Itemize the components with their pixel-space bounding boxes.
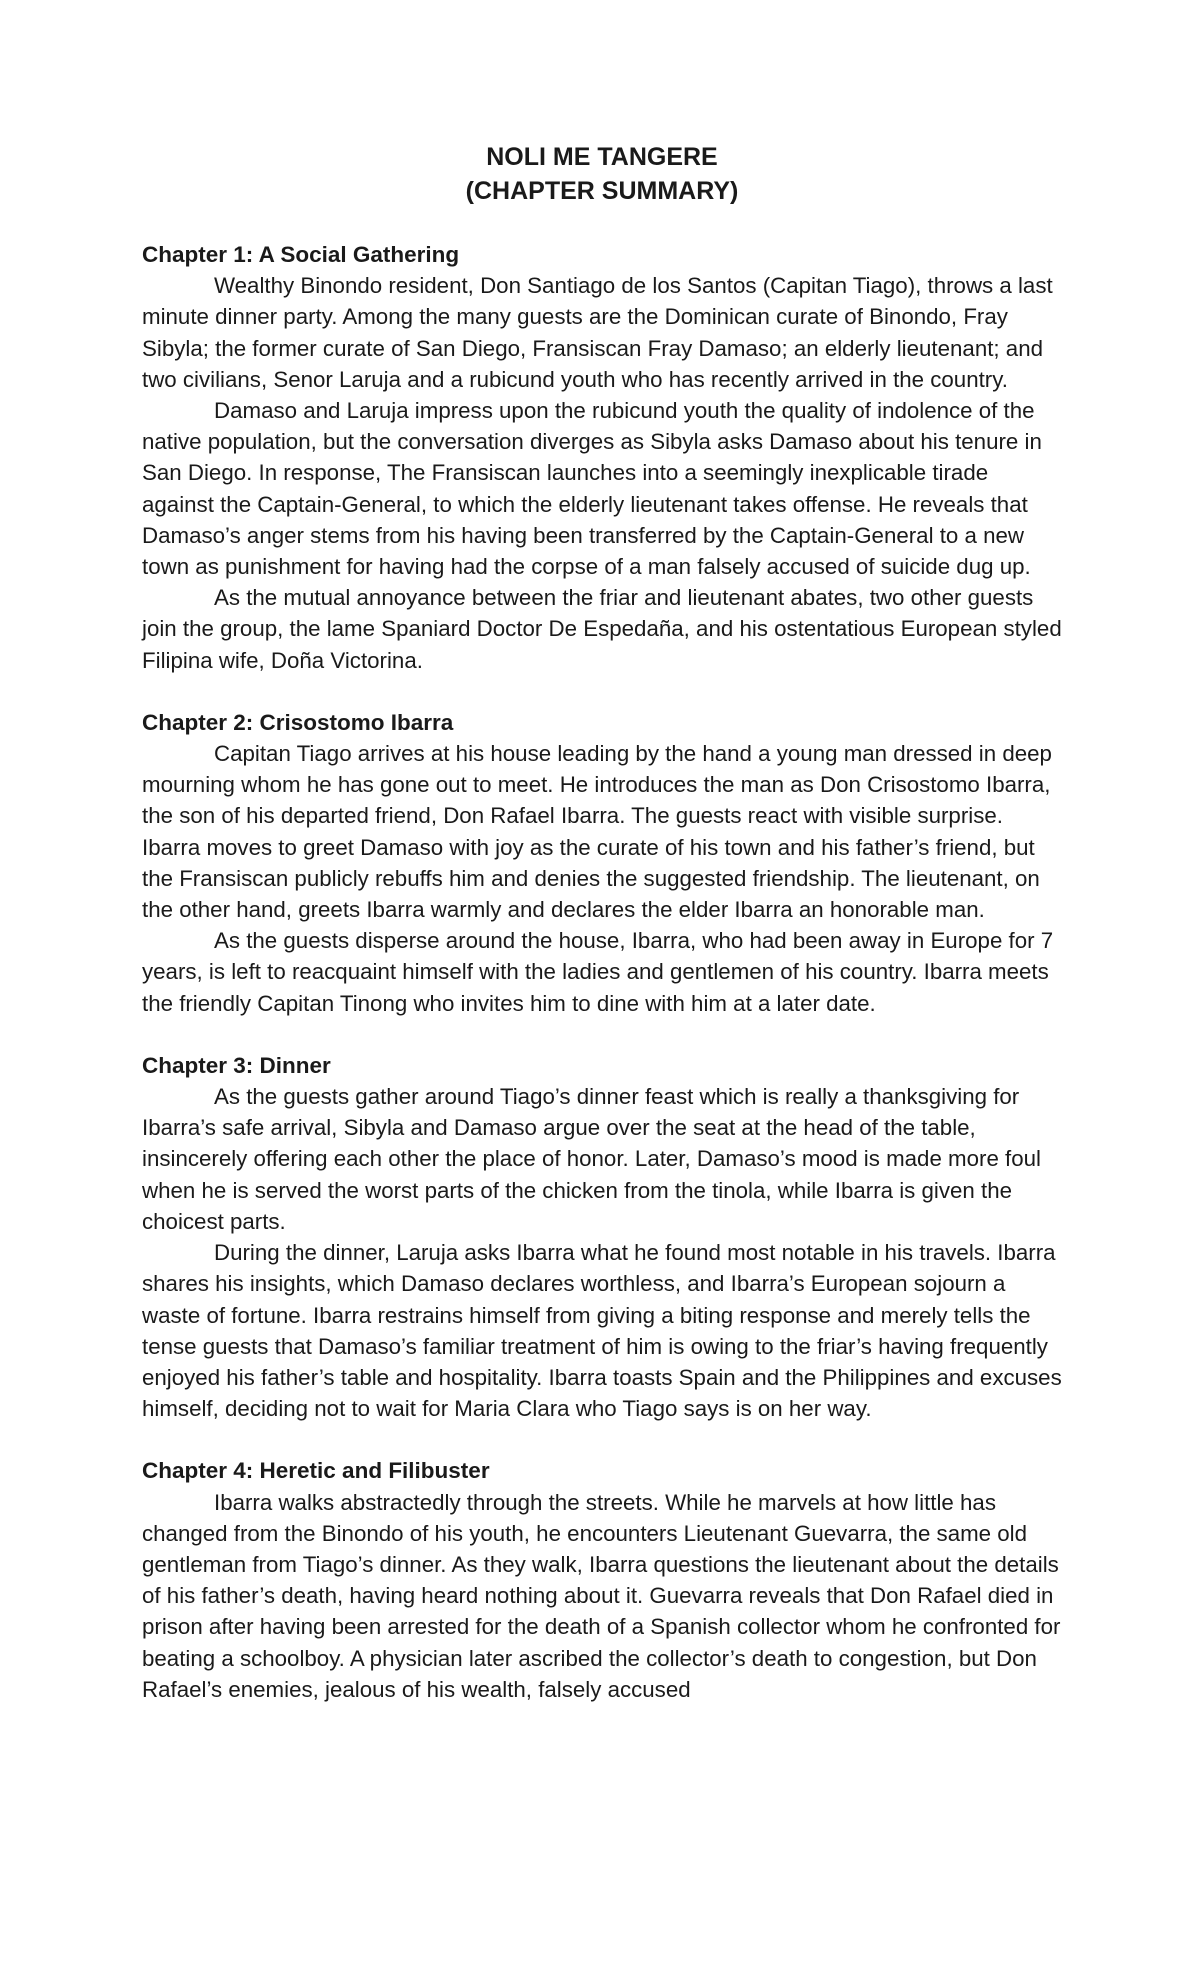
chapter-paragraph: As the guests gather around Tiago’s dinner feast which is really a thanksgiving for Ibarra’s safe arrival, Sibyla and Damaso argue over the seat at the head of the table, insincerely offering each other the place of honor. Later, Damaso’s mood is made more foul when he is served the worst parts of the chicken from the tinola, while Ibarra is given the choicest parts. — [142, 1084, 1041, 1234]
chapter-paragraph: Wealthy Binondo resident, Don Santiago de los Santos (Capitan Tiago), throws a last minute dinner party. Among the many guests are the Dominican curate of Binondo, Fray Sibyla; the former curate of San Diego, Fransiscan Fray Damaso; an elderly lieutenant; and two civilians, Senor Laruja and a rubicund youth who has recently arrived in the country. — [142, 273, 1053, 392]
chapter-paragraph: Ibarra walks abstractedly through the streets. While he marvels at how little has changed from the Binondo of his youth, he encounters Lieutenant Guevarra, the same old gentleman from Tiago’s dinner. As they walk, Ibarra questions the lieutenant about the details of his father’s death, having heard nothing about it. Guevarra reveals that Don Rafael died in prison after having been arrested for the death of a Spanish collector whom he confronted for beating a schoolboy. A physician later ascribed the collector’s death to congestion, but Don Rafael’s enemies, jealous of his wealth, falsely accused — [142, 1489, 1061, 1702]
chapter-heading: Chapter 1: A Social Gathering — [142, 242, 460, 267]
chapter-heading: Chapter 2: Crisostomo Ibarra — [142, 709, 454, 735]
chapter-paragraph: Capitan Tiago arrives at his house leading by the hand a young man dressed in deep mourning whom he has gone out to meet. He introduces the man as Don Crisostomo Ibarra, the son of his departed friend, Don Rafael Ibarra. The guests react with visible surprise. Ibarra moves to greet Damaso with joy as the curate of his town and his father’s friend, but the Fransiscan publicly rebuffs him and denies the suggested friendship. The lieutenant, on the other hand, greets Ibarra warmly and declares the elder Ibarra an honorable man. — [142, 741, 1052, 923]
chapter-4 — [142, 1455, 1062, 1705]
document-page — [142, 140, 1062, 1705]
chapter-3 — [142, 1050, 1062, 1424]
title-line-1: NOLI ME TANGERE — [486, 143, 718, 171]
chapter-heading: Chapter 4: Heretic and Filibuster — [142, 1458, 490, 1484]
chapter-heading: Chapter 3: Dinner — [142, 1052, 331, 1078]
chapter-2 — [142, 707, 1062, 1019]
chapter-paragraph: As the mutual annoyance between the friar and lieutenant abates, two other guests join the group, the lame Spaniard Doctor De Espedaña, and his ostentatious European styled Filipina wife, Doña Victorina. — [142, 585, 1062, 673]
chapter-paragraph: As the guests disperse around the house, Ibarra, who had been away in Europe for 7 years, is left to reacquaint himself with the ladies and gentlemen of his country. Ibarra meets the friendly Capitan Tinong who invites him to dine with him at a later date. — [142, 928, 1054, 1016]
chapter-paragraph: During the dinner, Laruja asks Ibarra what he found most notable in his travels. Ibarra shares his insights, which Damaso declares worthless, and Ibarra’s European sojourn a waste of fortune. Ibarra restrains himself from giving a biting response and merely tells the tense guests that Damaso’s familiar treatment of him is owing to the friar’s having frequently enjoyed his father’s table and hospitality. Ibarra toasts Spain and the Philippines and excuses himself, deciding not to wait for Maria Clara who Tiago says is on her way. — [142, 1240, 1062, 1422]
title-line-2: (CHAPTER SUMMARY) — [465, 177, 739, 205]
document-title — [142, 140, 1062, 208]
chapter-1 — [142, 239, 1062, 676]
chapter-paragraph: Damaso and Laruja impress upon the rubicund youth the quality of indolence of the native population, but the conversation diverges as Sibyla asks Damaso about his tenure in San Diego. In response, The Fransiscan launches into a seemingly inexplicable tirade against the Captain-General, to which the elderly lieutenant takes offense. He reveals that Damaso’s anger stems from his having been transferred by the Captain-General to a new town as punishment for having had the corpse of a man falsely accused of suicide dug up. — [142, 398, 1042, 580]
